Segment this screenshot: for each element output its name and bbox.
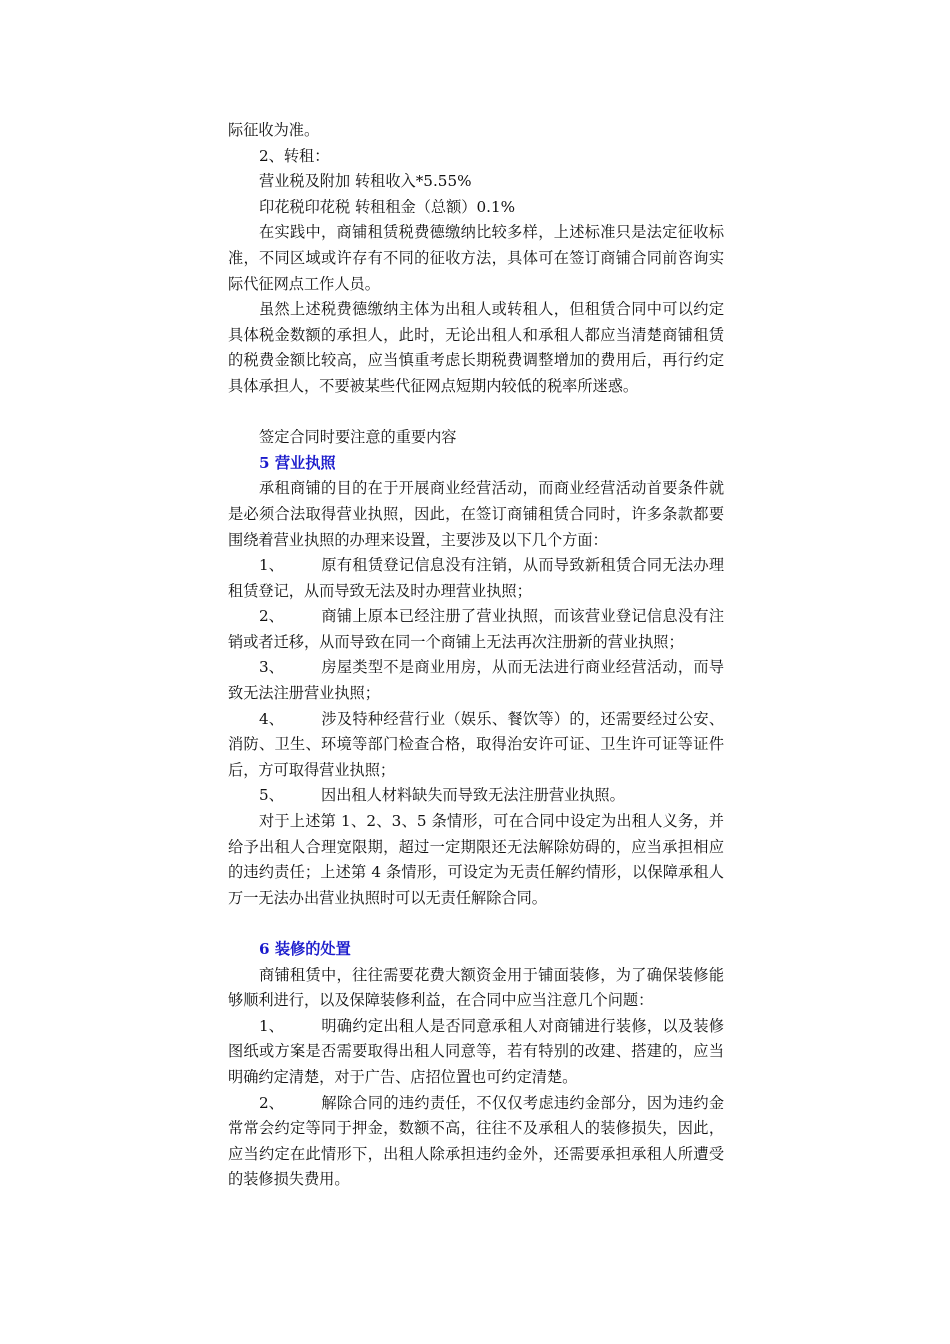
list-item-text: 因出租人材料缺失而导致无法注册营业执照。 <box>321 786 625 805</box>
list-item <box>228 1014 724 1091</box>
paragraph-practice: 在实践中，商铺租赁税费德缴纳比较多样，上述标准只是法定征收标准，不同区域或许存有不同的征收方法，具体可在签订商铺合同前咨询实际代征网点工作人员。 <box>228 223 724 293</box>
list-item <box>228 655 724 706</box>
list-item <box>228 553 724 604</box>
list-item-number: 2、 <box>259 607 284 626</box>
list-item-text: 涉及特种经营行业（娱乐、餐饮等）的，还需要经过公安、消防、卫生、环境等部门检查合格，取得治安许可证、卫生许可证等证件后，方可取得营业执照； <box>228 709 724 779</box>
list-item-number: 5、 <box>259 786 284 805</box>
paragraph-contract-notes: 签定合同时要注意的重要内容 <box>259 428 457 447</box>
list-item-number: 4、 <box>259 709 284 728</box>
list-item-text: 原有租赁登记信息没有注销，从而导致新租赁合同无法办理租赁登记，从而导致无法及时办理营业执照； <box>228 556 724 600</box>
paragraph-stamp-tax: 印花税印花税 转租租金（总额）0.1% <box>259 197 516 216</box>
list-item-number: 1、 <box>259 556 284 575</box>
section-heading-business-license: 5 营业执照 <box>259 453 336 472</box>
paragraph-business-tax: 营业税及附加 转租收入*5.55% <box>259 172 472 191</box>
paragraph-sublease-title: 2、转租： <box>259 146 330 165</box>
list-item-number: 1、 <box>259 1016 284 1035</box>
list-item <box>228 783 724 809</box>
section-heading-renovation: 6 装修的处置 <box>259 940 351 958</box>
paragraph-tax-standard-end: 际征收为准。 <box>228 121 320 139</box>
section5-intro: 承租商铺的目的在于开展商业经营活动，而商业经营活动首要条件就是必须合法取得营业执照，因此，在签订商铺租赁合同时，许多条款都要围绕着营业执照的办理来设置，主要涉及以下几个方面： <box>228 479 724 549</box>
list-item-number: 2、 <box>259 1093 284 1112</box>
list-item <box>228 1091 724 1193</box>
section6-intro: 商铺租赁中，往往需要花费大额资金用于铺面装修，为了确保装修能够顺利进行，以及保障装修利益，在合同中应当注意几个问题： <box>228 965 724 1010</box>
list-item-number: 3、 <box>259 658 284 677</box>
blank-line <box>228 400 724 426</box>
list-item-text: 房屋类型不是商业用房，从而无法进行商业经营活动，而导致无法注册营业执照； <box>228 658 724 703</box>
list-item-text: 商铺上原本已经注册了营业执照，而该营业登记信息没有注销或者迁移，从而导致在同一个商铺上无法再次注册新的营业执照； <box>228 607 724 651</box>
list-item <box>228 707 724 784</box>
section5-conclusion: 对于上述第 1、2、3、5 条情形，可在合同中设定为出租人义务，并给予出租人合理宽限期，超过一定期限还无法解除妨碍的，应当承担相应的违约责任；上述第 4 条情形，可设定为无责任解约情形，以保障承租人万一无法办出营业执照时可以无责任解除合同。 <box>228 812 724 907</box>
document-body <box>228 118 724 1193</box>
list-item-text: 解除合同的违约责任，不仅仅考虑违约金部分，因为违约金常常会约定等同于押金，数额不高，往往不及承租人的装修损失，因此，应当约定在此情形下，出租人除承担违约金外，还需要承担承租人所遭受的装修损失费用。 <box>228 1093 724 1189</box>
list-item-text: 明确约定出租人是否同意承租人对商铺进行装修，以及装修图纸或方案是否需要取得出租人同意等，若有特别的改建、搭建的，应当明确约定清楚，对于广告、店招位置也可约定清楚。 <box>228 1016 724 1086</box>
paragraph-tax-payer: 虽然上述税费德缴纳主体为出租人或转租人，但租赁合同中可以约定具体税金数额的承担人，此时，无论出租人和承租人都应当清楚商铺租赁的税费金额比较高，应当慎重考虑长期税费调整增加的费用后，再行约定具体承担人，不要被某些代征网点短期内较低的税率所迷惑。 <box>228 300 724 395</box>
blank-line <box>228 911 724 937</box>
list-item <box>228 604 724 655</box>
